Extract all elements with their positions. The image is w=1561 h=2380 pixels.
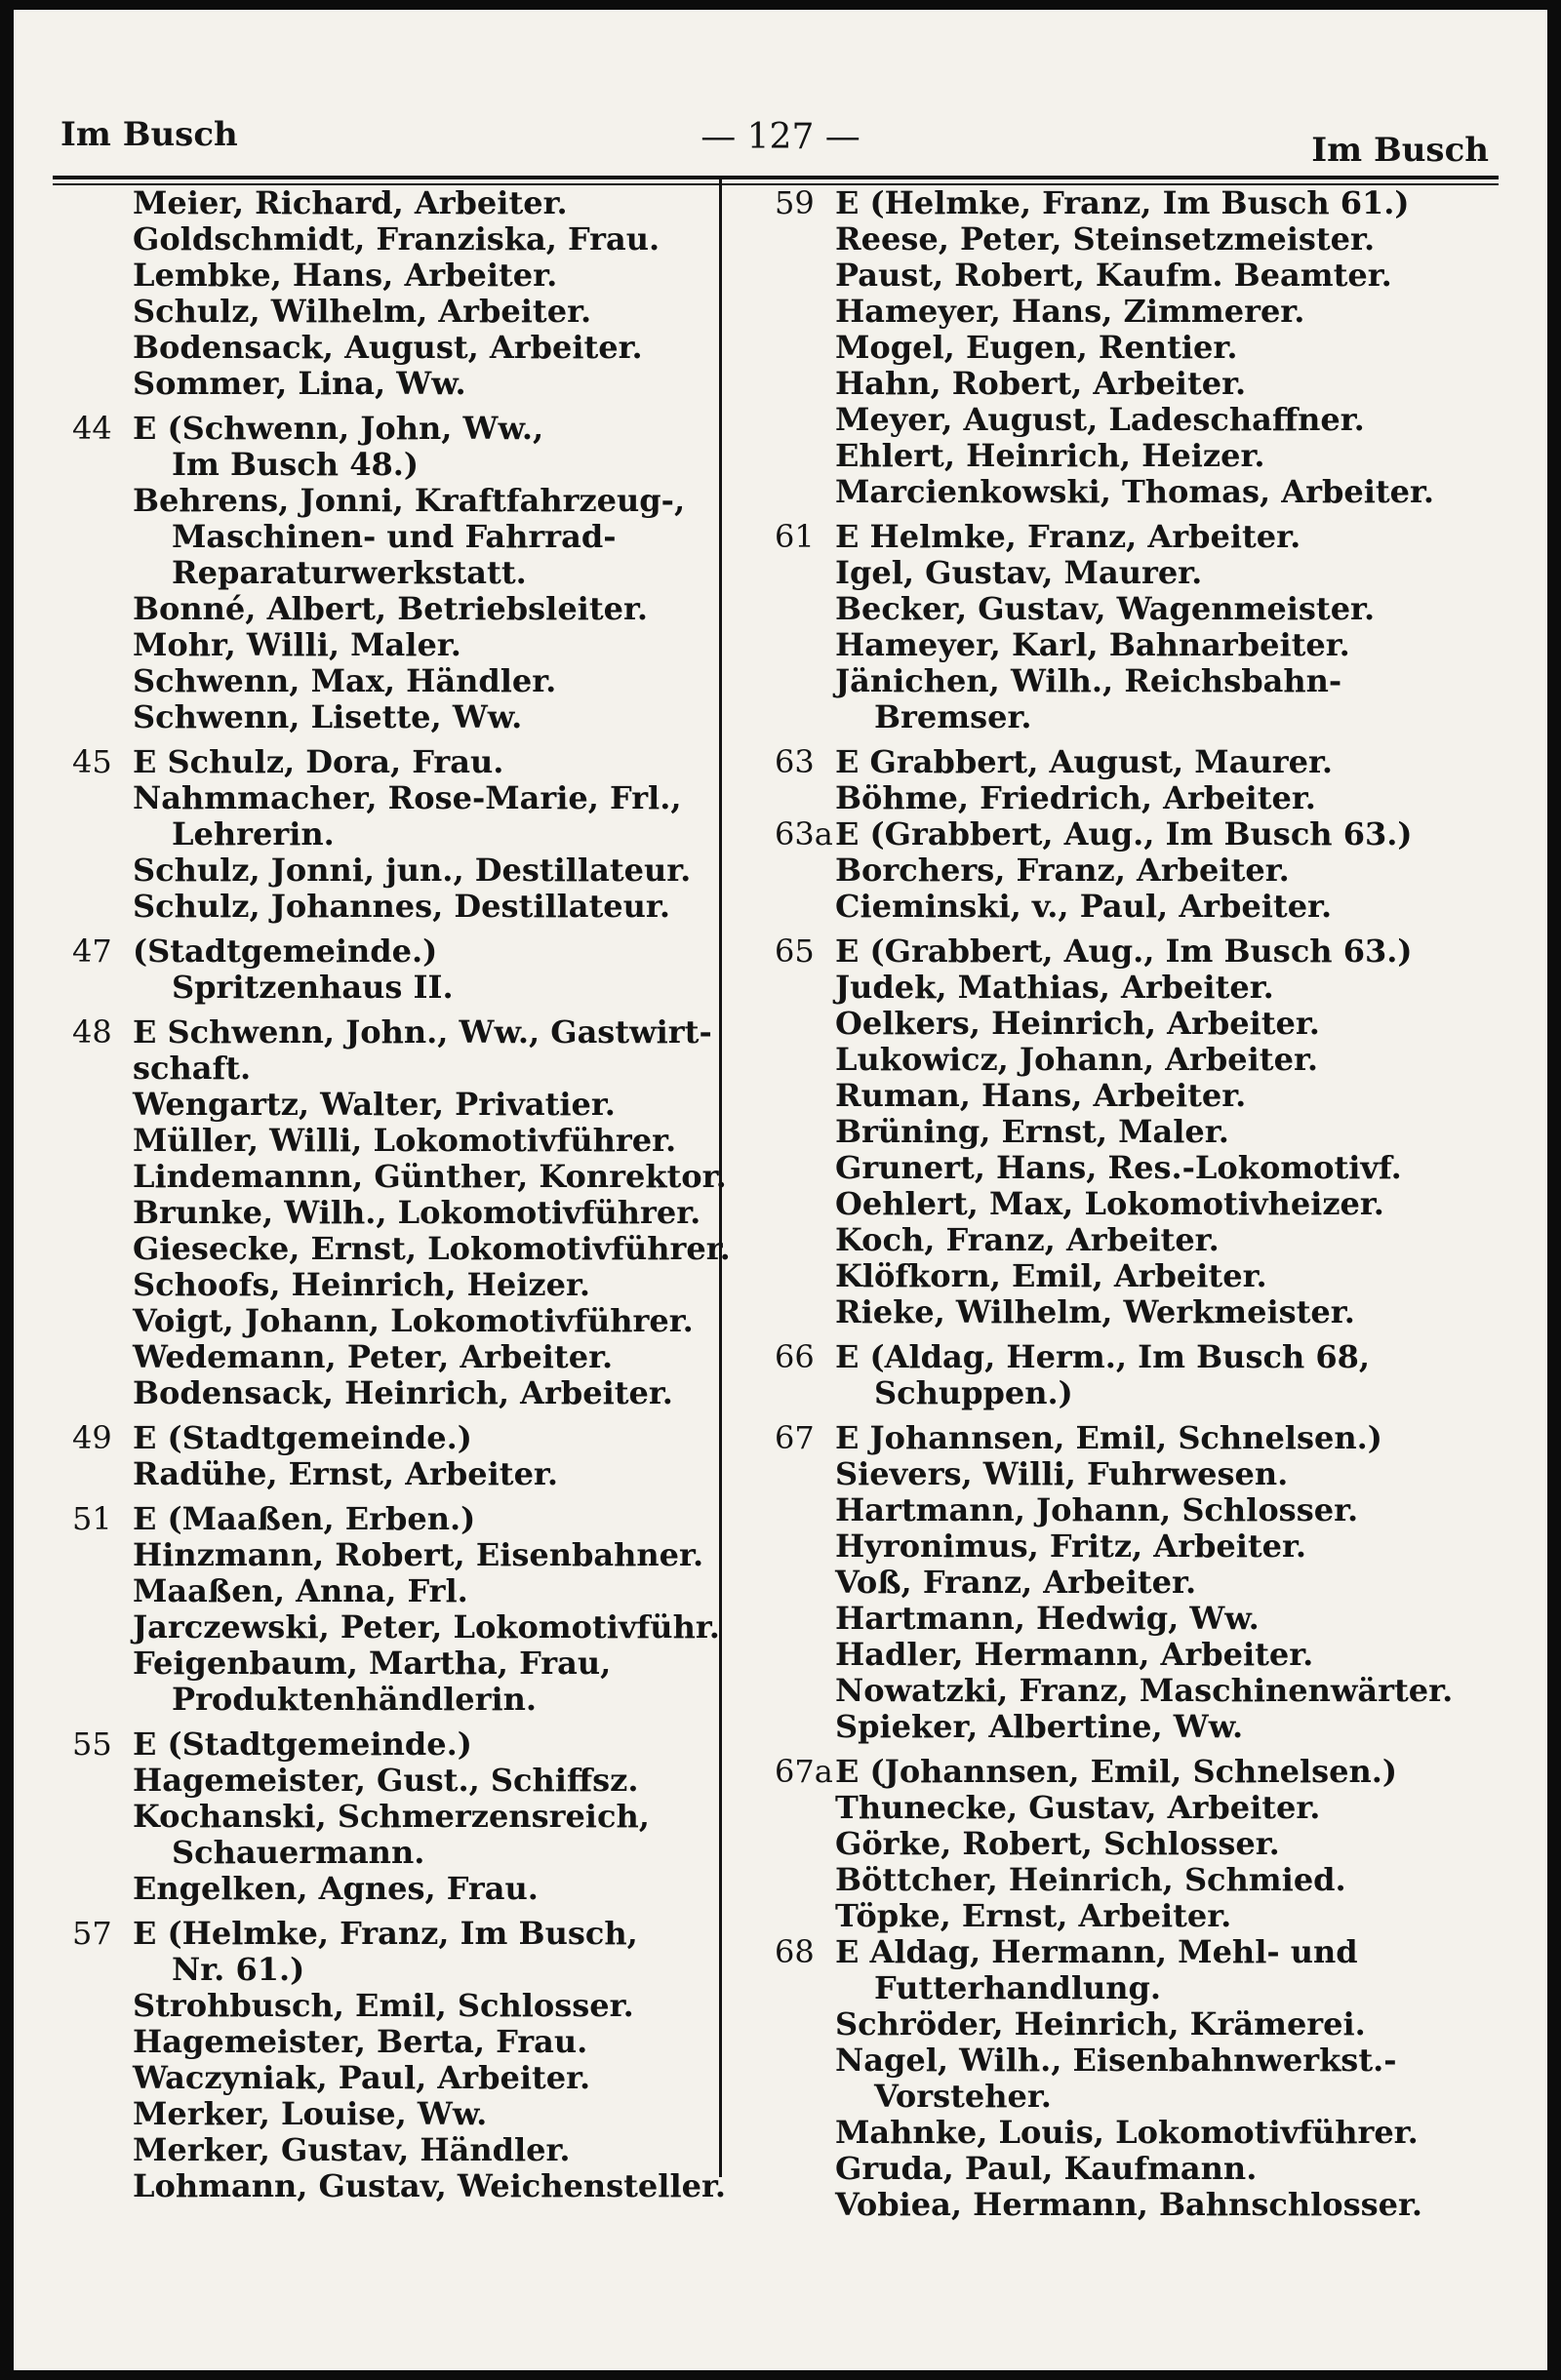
entry-text: Lembke, Hans, Arbeiter.	[133, 257, 558, 294]
entry-text: E (Grabbert, Aug., Im Busch 63.)	[835, 932, 1413, 970]
entry-text: Hartmann, Johann, Schlosser.	[835, 1491, 1359, 1528]
house-number: 47	[72, 932, 112, 970]
resident-entry	[745, 1565, 1487, 1601]
entry-text: E (Stadtgemeinde.)	[133, 1419, 472, 1456]
entry-text: Produktenhändlerin.	[172, 1681, 538, 1718]
entry-text: Brüning, Ernst, Maler.	[835, 1113, 1229, 1150]
resident-entry	[745, 2115, 1487, 2151]
entry-text: Bonné, Albert, Betriebsleiter.	[133, 590, 649, 627]
house-number-entry	[43, 1501, 706, 1537]
entry-text: Judek, Mathias, Arbeiter.	[835, 969, 1274, 1006]
entry-text: Kochanski, Schmerzensreich,	[133, 1798, 650, 1835]
entry-text: Goldschmidt, Franziska, Frau.	[133, 220, 660, 258]
entry-text: Sievers, Willi, Fuhrwesen.	[835, 1455, 1289, 1492]
resident-entry	[745, 2151, 1487, 2187]
resident-entry	[43, 889, 706, 925]
house-number: 68	[775, 1933, 815, 1970]
resident-entry	[43, 1799, 706, 1835]
resident-entry	[43, 591, 706, 627]
entry-text: Futterhandlung.	[874, 1969, 1162, 2006]
entry-text: Lehrerin.	[172, 815, 335, 853]
resident-entry	[43, 1871, 706, 1907]
entry-text: Schwenn, Lisette, Ww.	[133, 698, 523, 735]
resident-entry	[43, 1682, 706, 1718]
entry-text: E (Johannsen, Emil, Schnelsen.)	[835, 1753, 1398, 1790]
resident-entry	[43, 258, 706, 294]
entry-text: E (Helmke, Franz, Im Busch 61.)	[835, 184, 1410, 221]
entry-text: Brunke, Wilh., Lokomotivführer.	[133, 1194, 701, 1231]
house-number-entry	[745, 185, 1487, 221]
entry-text: Behrens, Jonni, Kraftfahrzeug-,	[133, 482, 686, 519]
resident-entry	[43, 185, 706, 221]
resident-entry	[745, 1492, 1487, 1528]
house-number: 48	[72, 1013, 112, 1051]
entry-text: Reparaturwerkstatt.	[172, 554, 527, 591]
entry-text: Engelken, Agnes, Frau.	[133, 1870, 539, 1907]
entry-text: Waczyniak, Paul, Arbeiter.	[133, 2059, 591, 2096]
resident-entry	[43, 816, 706, 853]
entry-text: Ehlert, Heinrich, Heizer.	[835, 437, 1265, 474]
resident-entry	[745, 627, 1487, 663]
entry-text: Oelkers, Heinrich, Arbeiter.	[835, 1005, 1320, 1042]
house-number-entry	[745, 519, 1487, 555]
house-number-entry	[745, 1934, 1487, 1970]
resident-entry	[43, 1456, 706, 1492]
directory-page	[14, 10, 1547, 2370]
entry-text: Schuppen.)	[874, 1374, 1073, 1411]
house-number: 49	[72, 1419, 112, 1456]
entry-text: E Johannsen, Emil, Schnelsen.)	[835, 1419, 1382, 1456]
resident-entry	[43, 483, 706, 519]
resident-entry	[745, 1709, 1487, 1745]
entry-text: E Schulz, Dora, Frau.	[133, 743, 504, 780]
resident-entry	[43, 1537, 706, 1573]
resident-entry	[745, 474, 1487, 510]
resident-entry	[745, 1222, 1487, 1258]
resident-entry	[43, 1608, 720, 1646]
resident-entry	[43, 853, 706, 889]
resident-entry	[43, 780, 706, 816]
resident-entry	[745, 1150, 1487, 1186]
entry-text: Schröder, Heinrich, Krämerei.	[835, 2005, 1366, 2043]
entry-text: Bremser.	[874, 698, 1032, 735]
resident-entry	[43, 699, 706, 735]
resident-entry	[43, 1375, 706, 1411]
entry-text: E Schwenn, John., Ww., Gastwirt-	[133, 1013, 712, 1051]
resident-entry	[745, 1456, 1487, 1492]
entry-text: Bodensack, August, Arbeiter.	[133, 329, 643, 366]
resident-entry	[43, 1051, 706, 1087]
entry-text: Lohmann, Gustav, Weichensteller.	[133, 2167, 727, 2204]
resident-entry	[745, 258, 1487, 294]
page-number: — 127 —	[700, 117, 861, 157]
resident-entry	[745, 402, 1487, 438]
resident-entry	[745, 555, 1487, 591]
house-number-entry	[43, 411, 706, 447]
entry-text: Hinzmann, Robert, Eisenbahner.	[133, 1536, 704, 1573]
resident-entry	[745, 1042, 1487, 1078]
resident-entry	[745, 1006, 1487, 1042]
entry-text: schaft.	[133, 1050, 252, 1087]
resident-entry	[43, 1195, 706, 1231]
resident-entry	[745, 1790, 1487, 1826]
entry-text: Jänichen, Wilh., Reichsbahn-	[835, 662, 1342, 699]
entry-text: Hameyer, Karl, Bahnarbeiter.	[835, 626, 1350, 663]
house-number: 66	[775, 1338, 815, 1375]
entry-text: Maaßen, Anna, Frl.	[133, 1572, 468, 1609]
resident-entry	[745, 1970, 1487, 2006]
resident-entry	[43, 2167, 727, 2204]
entry-text: Oehlert, Max, Lokomotivheizer.	[835, 1185, 1384, 1222]
resident-entry	[745, 970, 1487, 1006]
entry-text: E (Helmke, Franz, Im Busch,	[133, 1915, 638, 1952]
resident-entry	[745, 366, 1487, 402]
entry-text: E (Schwenn, John, Ww.,	[133, 410, 544, 447]
entry-text: E Aldag, Hermann, Mehl- und	[835, 1933, 1358, 1970]
entry-text: Nagel, Wilh., Eisenbahnwerkst.-	[835, 2042, 1397, 2079]
resident-entry	[745, 1637, 1487, 1673]
entry-text: E Grabbert, August, Maurer.	[835, 743, 1333, 780]
entry-text: Hagemeister, Gust., Schiffsz.	[133, 1762, 639, 1799]
entry-text: Merker, Gustav, Händler.	[133, 2131, 571, 2168]
resident-entry	[43, 1123, 706, 1159]
entry-text: Borchers, Franz, Arbeiter.	[835, 852, 1290, 889]
entry-text: Cieminski, v., Paul, Arbeiter.	[835, 888, 1333, 925]
entry-text: E (Maaßen, Erben.)	[133, 1500, 476, 1537]
resident-entry	[43, 1267, 706, 1303]
house-number-entry	[43, 744, 706, 780]
resident-entry	[745, 699, 1487, 735]
entry-text: Spieker, Albertine, Ww.	[835, 1708, 1244, 1745]
running-head-left: Im Busch	[60, 115, 238, 154]
entry-text: Vobiea, Hermann, Bahnschlosser.	[835, 2186, 1423, 2223]
entry-text: Klöfkorn, Emil, Arbeiter.	[835, 1257, 1267, 1294]
right-column	[745, 185, 1487, 2223]
resident-entry	[745, 1186, 1487, 1222]
resident-entry	[43, 1646, 706, 1682]
entry-text: Sommer, Lina, Ww.	[133, 365, 466, 402]
entry-text: Becker, Gustav, Wagenmeister.	[835, 590, 1376, 627]
entry-text: Schauermann.	[172, 1834, 425, 1871]
entry-text: Thunecke, Gustav, Arbeiter.	[835, 1789, 1321, 1826]
resident-entry	[43, 366, 706, 402]
resident-entry	[745, 591, 1487, 627]
entry-text: Maschinen- und Fahrrad-	[172, 518, 617, 555]
entry-text: E (Aldag, Herm., Im Busch 68,	[835, 1338, 1371, 1375]
entry-text: Schulz, Jonni, jun., Destillateur.	[133, 852, 692, 889]
resident-entry	[43, 2096, 706, 2132]
entry-text: Mahnke, Louis, Lokomotivführer.	[835, 2114, 1419, 2151]
resident-entry	[43, 294, 706, 330]
entry-text: Görke, Robert, Schlosser.	[835, 1825, 1280, 1862]
resident-entry	[745, 889, 1487, 925]
entry-text: Mogel, Eugen, Rentier.	[835, 329, 1238, 366]
resident-entry	[43, 1988, 706, 2024]
resident-entry	[745, 2187, 1487, 2223]
house-number: 67	[775, 1419, 815, 1456]
resident-entry	[745, 1078, 1487, 1114]
resident-entry	[745, 2043, 1487, 2079]
house-number-entry	[745, 816, 1487, 853]
entry-text: Wedemann, Peter, Arbeiter.	[133, 1338, 614, 1375]
house-number: 63a	[775, 815, 833, 853]
entry-text: Wengartz, Walter, Privatier.	[133, 1086, 616, 1123]
entry-text: Lindemannn, Günther, Konrektor.	[133, 1158, 727, 1195]
resident-entry	[745, 1258, 1487, 1294]
house-number-entry	[43, 1013, 712, 1051]
resident-entry	[43, 1835, 706, 1871]
entry-text: Gruda, Paul, Kaufmann.	[835, 2150, 1258, 2187]
resident-entry	[745, 1601, 1487, 1637]
resident-entry	[43, 970, 706, 1006]
entry-text: Mohr, Willi, Maler.	[133, 626, 461, 663]
entry-text: Schulz, Johannes, Destillateur.	[133, 888, 670, 925]
entry-text: Böhme, Friedrich, Arbeiter.	[835, 779, 1316, 816]
resident-entry	[745, 1673, 1487, 1709]
resident-entry	[745, 663, 1487, 699]
resident-entry	[43, 330, 706, 366]
resident-entry	[43, 1339, 706, 1375]
resident-entry	[43, 1303, 706, 1339]
entry-text: Jarczewski, Peter, Lokomotivführ.	[133, 1608, 720, 1646]
resident-entry	[43, 627, 706, 663]
resident-entry	[43, 1158, 727, 1195]
entry-text: Voigt, Johann, Lokomotivführer.	[133, 1302, 694, 1339]
entry-text: Lukowicz, Johann, Arbeiter.	[835, 1041, 1318, 1078]
resident-entry	[745, 853, 1487, 889]
resident-entry	[43, 447, 706, 483]
entry-text: Giesecke, Ernst, Lokomotivführer.	[133, 1230, 731, 1267]
entry-text: Reese, Peter, Steinsetzmeister.	[835, 220, 1376, 258]
entry-text: Rieke, Wilhelm, Werkmeister.	[835, 1293, 1355, 1330]
entry-text: Schoofs, Heinrich, Heizer.	[133, 1266, 591, 1303]
house-number: 55	[72, 1726, 112, 1763]
entry-text: Hagemeister, Berta, Frau.	[133, 2023, 588, 2060]
header-rule	[53, 176, 1499, 179]
house-number-entry	[43, 1916, 706, 1952]
house-number-entry	[43, 1420, 706, 1456]
house-number-entry	[745, 1754, 1487, 1790]
entry-text: Koch, Franz, Arbeiter.	[835, 1221, 1220, 1258]
entry-text: Grunert, Hans, Res.-Lokomotivf.	[835, 1149, 1402, 1186]
resident-entry	[745, 330, 1487, 366]
resident-entry	[745, 221, 1487, 258]
entry-text: Hartmann, Hedwig, Ww.	[835, 1600, 1260, 1637]
entry-text: Töpke, Ernst, Arbeiter.	[835, 1897, 1232, 1934]
entry-text: Marcienkowski, Thomas, Arbeiter.	[835, 473, 1435, 510]
resident-entry	[43, 663, 706, 699]
house-number-entry	[43, 1726, 706, 1763]
resident-entry	[43, 1573, 706, 1609]
page-header	[14, 10, 1547, 180]
resident-entry	[745, 294, 1487, 330]
entry-text: Ruman, Hans, Arbeiter.	[835, 1077, 1247, 1114]
entry-text: Hyronimus, Fritz, Arbeiter.	[835, 1527, 1307, 1565]
entry-text: Merker, Louise, Ww.	[133, 2095, 488, 2132]
resident-entry	[745, 1294, 1487, 1330]
house-number: 61	[775, 518, 815, 555]
resident-entry	[745, 438, 1487, 474]
house-number-entry	[745, 744, 1487, 780]
house-number: 45	[72, 743, 112, 780]
resident-entry	[745, 1375, 1487, 1411]
resident-entry	[43, 555, 706, 591]
entry-text: Radühe, Ernst, Arbeiter.	[133, 1455, 558, 1492]
entry-text: Im Busch 48.)	[172, 446, 419, 483]
entry-text: Müller, Willi, Lokomotivführer.	[133, 1122, 677, 1159]
entry-text: Hahn, Robert, Arbeiter.	[835, 365, 1247, 402]
resident-entry	[745, 780, 1487, 816]
entry-text: Voß, Franz, Arbeiter.	[835, 1564, 1197, 1601]
resident-entry	[43, 1763, 706, 1799]
house-number-entry	[745, 1420, 1487, 1456]
entry-text: E (Grabbert, Aug., Im Busch 63.)	[835, 815, 1413, 853]
resident-entry	[745, 1114, 1487, 1150]
entry-text: Spritzenhaus II.	[172, 969, 454, 1006]
house-number-entry	[43, 933, 706, 970]
house-number-entry	[745, 1339, 1487, 1375]
entry-text: Nr. 61.)	[172, 1951, 305, 1988]
entry-text: E Helmke, Franz, Arbeiter.	[835, 518, 1301, 555]
resident-entry	[43, 221, 706, 258]
entry-text: Schulz, Wilhelm, Arbeiter.	[133, 293, 592, 330]
resident-entry	[43, 2024, 706, 2060]
resident-entry	[43, 1230, 731, 1267]
house-number: 67a	[775, 1753, 833, 1790]
resident-entry	[43, 2060, 706, 2096]
resident-entry	[745, 1826, 1487, 1862]
left-column	[43, 184, 731, 2204]
resident-entry	[43, 1952, 706, 1988]
entry-text: Böttcher, Heinrich, Schmied.	[835, 1861, 1346, 1898]
entry-text: Paust, Robert, Kaufm. Beamter.	[835, 257, 1392, 294]
resident-entry	[43, 2132, 706, 2168]
house-number: 63	[775, 743, 815, 780]
house-number: 65	[775, 932, 815, 970]
entry-text: Feigenbaum, Martha, Frau,	[133, 1645, 612, 1682]
house-number: 51	[72, 1500, 112, 1537]
resident-entry	[745, 1528, 1487, 1565]
entry-text: Igel, Gustav, Maurer.	[835, 554, 1203, 591]
resident-entry	[745, 1898, 1487, 1934]
entry-text: Meyer, August, Ladeschaffner.	[835, 401, 1365, 438]
resident-entry	[745, 1862, 1487, 1898]
running-head-right: Im Busch	[1311, 131, 1489, 170]
entry-text: Hadler, Hermann, Arbeiter.	[835, 1636, 1314, 1673]
entry-text: Strohbusch, Emil, Schlosser.	[133, 1987, 634, 2024]
resident-entry	[43, 1087, 706, 1123]
entry-text: Schwenn, Max, Händler.	[133, 662, 557, 699]
entry-text: Nowatzki, Franz, Maschinenwärter.	[835, 1672, 1454, 1709]
entry-text: Meier, Richard, Arbeiter.	[133, 184, 568, 221]
entry-text: (Stadtgemeinde.)	[133, 932, 438, 970]
entry-text: E (Stadtgemeinde.)	[133, 1726, 472, 1763]
resident-entry	[745, 2079, 1487, 2115]
entry-text: Nahmmacher, Rose-Marie, Frl.,	[133, 779, 682, 816]
house-number-entry	[745, 933, 1487, 970]
entry-text: Vorsteher.	[874, 2078, 1052, 2115]
house-number: 59	[775, 184, 815, 221]
entry-text: Bodensack, Heinrich, Arbeiter.	[133, 1374, 673, 1411]
entry-text: Hameyer, Hans, Zimmerer.	[835, 293, 1305, 330]
house-number: 57	[72, 1915, 112, 1952]
house-number: 44	[72, 410, 112, 447]
resident-entry	[43, 519, 706, 555]
resident-entry	[745, 2006, 1487, 2043]
